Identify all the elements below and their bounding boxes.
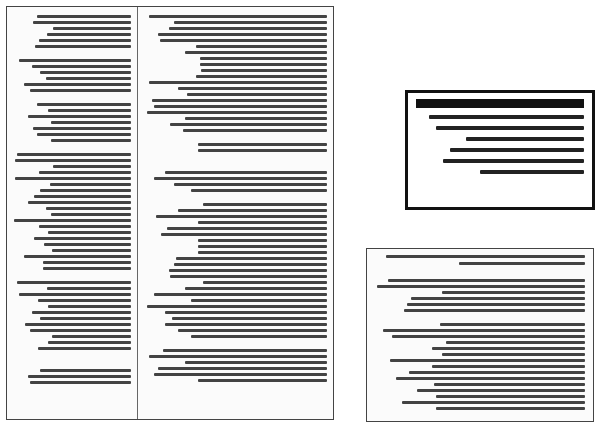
text-line <box>34 237 131 240</box>
text-line <box>198 251 327 254</box>
text-line <box>198 239 327 242</box>
text-line <box>404 309 585 312</box>
text-line <box>47 287 131 290</box>
text-line <box>436 407 585 410</box>
text-line <box>40 71 131 74</box>
notice-line <box>480 170 584 174</box>
text-line <box>28 201 131 204</box>
text-line <box>46 207 131 210</box>
text-line <box>40 369 131 372</box>
text-line <box>48 231 131 234</box>
text-line <box>165 311 327 314</box>
text-line <box>200 63 327 66</box>
text-line <box>39 39 131 42</box>
text-line <box>165 323 327 326</box>
text-line <box>149 355 327 358</box>
text-line <box>51 139 131 142</box>
text-line <box>154 177 327 180</box>
text-line <box>19 59 131 62</box>
text-line <box>158 33 327 36</box>
text-line <box>169 27 327 30</box>
text-line <box>390 359 585 362</box>
text-line <box>17 153 131 156</box>
text-line <box>50 183 131 186</box>
text-line <box>40 317 131 320</box>
right-newspaper-clipping <box>366 248 594 422</box>
text-line <box>149 81 327 84</box>
text-line <box>170 123 327 126</box>
text-line <box>47 33 131 36</box>
text-line <box>25 323 131 326</box>
text-line <box>196 75 327 78</box>
text-line <box>48 341 131 344</box>
text-line <box>167 227 327 230</box>
paragraph-gap <box>145 341 327 346</box>
text-line <box>198 221 327 224</box>
text-line <box>39 225 131 228</box>
text-line <box>53 27 131 30</box>
text-line <box>434 383 585 386</box>
text-line <box>176 257 327 260</box>
text-line <box>402 401 585 404</box>
text-line <box>409 371 585 374</box>
text-line <box>30 89 131 92</box>
text-line <box>191 335 328 338</box>
text-line <box>33 21 131 24</box>
text-line <box>201 69 327 72</box>
text-line <box>178 209 327 212</box>
paragraph-gap <box>13 51 131 56</box>
paragraph-gap <box>145 135 327 140</box>
heading-line <box>386 255 586 258</box>
memorial-notice-box <box>405 90 595 210</box>
text-line <box>147 305 327 308</box>
text-line <box>198 143 327 146</box>
paragraph-gap <box>145 163 327 168</box>
text-line <box>203 281 327 284</box>
text-line <box>440 323 585 326</box>
notice-line <box>436 126 584 130</box>
text-line <box>37 15 131 18</box>
text-line <box>196 45 327 48</box>
text-line <box>442 291 585 294</box>
text-line <box>178 87 327 90</box>
text-line <box>191 299 328 302</box>
text-line <box>149 15 327 18</box>
text-line <box>163 349 327 352</box>
text-line <box>417 389 585 392</box>
paragraph-gap <box>13 361 131 366</box>
left-text-column <box>13 15 131 411</box>
text-line <box>28 115 131 118</box>
text-line <box>185 117 327 120</box>
text-line <box>52 335 131 338</box>
text-line <box>38 347 131 350</box>
heading-line <box>459 262 585 265</box>
text-line <box>37 133 131 136</box>
notice-line <box>450 148 584 152</box>
text-line <box>24 83 131 86</box>
text-line <box>185 287 327 290</box>
text-line <box>203 203 327 206</box>
text-line <box>200 57 327 60</box>
text-line <box>178 329 327 332</box>
text-line <box>15 177 131 180</box>
text-line <box>432 347 585 350</box>
text-line <box>174 263 327 266</box>
text-line <box>165 171 327 174</box>
text-line <box>185 361 327 364</box>
text-line <box>198 379 327 382</box>
left-newspaper-clipping <box>6 6 334 420</box>
text-line <box>170 275 327 278</box>
text-line <box>33 127 131 130</box>
text-line <box>432 365 585 368</box>
text-line <box>392 335 585 338</box>
notice-line <box>443 159 584 163</box>
text-line <box>198 149 327 152</box>
text-line <box>198 245 327 248</box>
text-line <box>377 285 585 288</box>
text-line <box>383 329 585 332</box>
right-text-column <box>145 15 327 411</box>
text-line <box>48 109 131 112</box>
text-line <box>19 293 131 296</box>
text-line <box>388 279 585 282</box>
paragraph-gap <box>145 155 327 160</box>
text-line <box>152 99 327 102</box>
text-line <box>32 311 131 314</box>
text-line <box>187 93 327 96</box>
text-line <box>411 297 585 300</box>
text-line <box>30 329 131 332</box>
text-line <box>46 77 131 80</box>
text-line <box>174 21 327 24</box>
text-line <box>154 373 327 376</box>
text-line <box>158 367 327 370</box>
text-line <box>35 45 131 48</box>
text-line <box>30 381 131 384</box>
paragraph-gap <box>375 315 585 320</box>
text-line <box>52 249 131 252</box>
text-line <box>37 103 131 106</box>
text-line <box>32 65 131 68</box>
text-line <box>14 219 131 222</box>
text-line <box>17 281 131 284</box>
notice-line <box>429 115 584 119</box>
text-line <box>154 293 327 296</box>
text-line <box>185 51 327 54</box>
text-line <box>147 111 327 114</box>
clipping-heading <box>375 255 585 265</box>
text-line <box>156 215 327 218</box>
text-line <box>174 183 327 186</box>
text-line <box>172 317 327 320</box>
text-line <box>436 395 585 398</box>
text-line <box>24 255 131 258</box>
text-line <box>446 341 585 344</box>
text-line <box>407 303 586 306</box>
text-line <box>51 213 131 216</box>
text-line <box>40 189 131 192</box>
text-line <box>183 129 327 132</box>
paragraph-gap <box>13 145 131 150</box>
text-line <box>169 269 327 272</box>
paragraph-gap <box>13 95 131 100</box>
text-line <box>44 243 131 246</box>
text-line <box>191 189 328 192</box>
notice-line <box>466 137 584 141</box>
text-line <box>161 233 327 236</box>
text-line <box>43 267 132 270</box>
paragraph-gap <box>13 353 131 358</box>
column-divider <box>137 7 138 419</box>
text-line <box>51 121 131 124</box>
text-line <box>48 305 131 308</box>
text-line <box>34 195 131 198</box>
text-line <box>43 261 132 264</box>
text-line <box>39 171 131 174</box>
notice-title-bar <box>416 99 584 108</box>
text-line <box>160 39 327 42</box>
text-line <box>38 299 131 302</box>
document-summary <box>0 0 1 1</box>
text-line <box>396 377 585 380</box>
text-line <box>15 159 131 162</box>
paragraph-gap <box>13 273 131 278</box>
text-line <box>53 165 131 168</box>
paragraph-gap <box>145 195 327 200</box>
clipping-body <box>375 279 585 415</box>
text-line <box>154 105 327 108</box>
text-line <box>28 375 131 378</box>
text-line <box>442 353 585 356</box>
